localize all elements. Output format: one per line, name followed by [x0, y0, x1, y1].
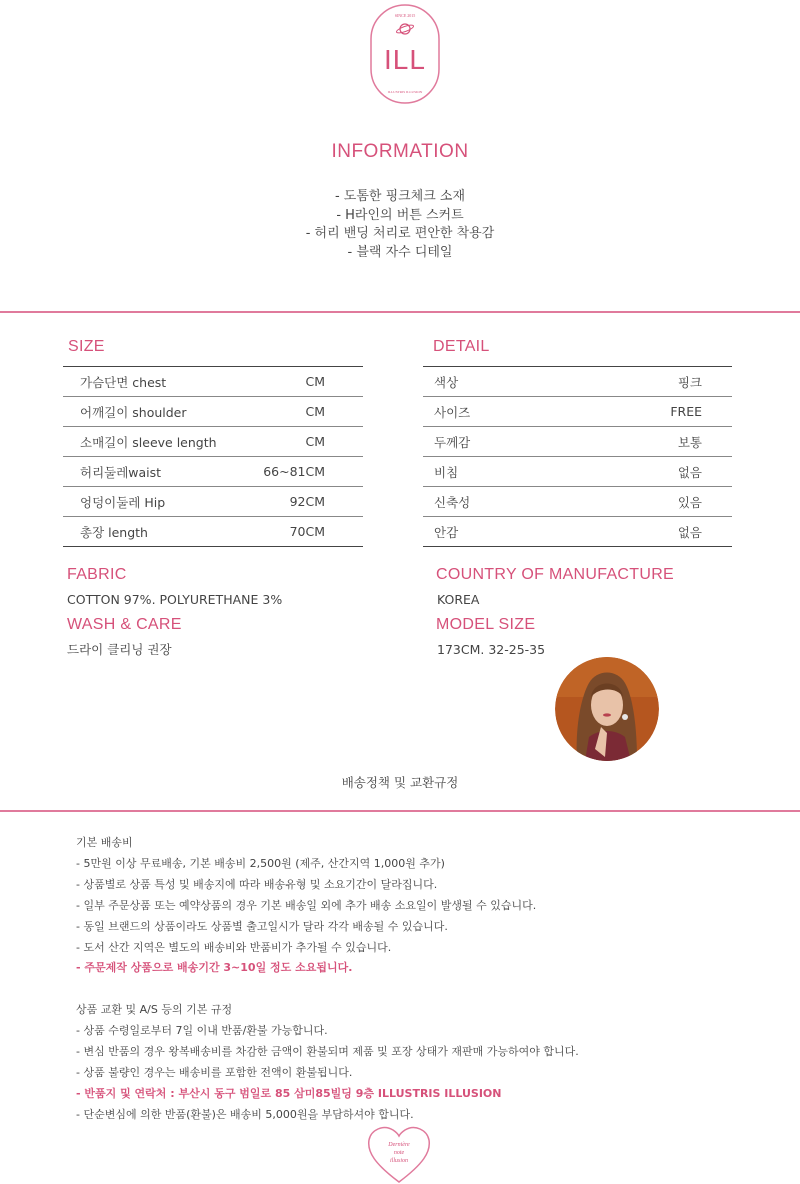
planet-icon	[396, 24, 415, 35]
size-row-chest	[63, 367, 363, 397]
detail-row-color	[423, 367, 732, 397]
exchange-line: - 상품 수령일로부터 7일 이내 반품/환불 가능합니다.	[76, 1024, 328, 1038]
detail-table	[423, 366, 732, 547]
detail-row-stretch	[423, 487, 732, 517]
shipping-line: - 동일 브랜드의 상품이라도 상품별 출고일시가 달라 각각 배송될 수 있습니다.	[76, 919, 448, 933]
model-photo	[555, 657, 659, 761]
size-row-waist	[63, 457, 363, 487]
detail-value: 없음	[677, 464, 702, 480]
detail-row-lining	[423, 517, 732, 547]
detail-label: 신축성	[434, 494, 471, 510]
exchange-heading: 상품 교환 및 A/S 등의 기본 규정	[76, 1003, 233, 1017]
heart-badge-icon	[365, 1124, 433, 1184]
wash-title: WASH & CARE	[67, 616, 182, 633]
information-line: - 블랙 자수 디테일	[347, 244, 453, 260]
size-value: 70CM	[289, 524, 325, 539]
model-title: MODEL SIZE	[436, 616, 536, 633]
shipping-highlight: - 주문제작 상품으로 배송기간 3~10일 정도 소요됩니다.	[76, 961, 353, 975]
logo-top-text: SINCE 2015	[394, 13, 416, 18]
shipping-heading: 기본 배송비	[76, 836, 133, 849]
detail-value: FREE	[670, 404, 702, 419]
country-text: KOREA	[437, 592, 480, 607]
shipping-line: - 5만원 이상 무료배송, 기본 배송비 2,500원 (제주, 산간지역 1,000원 추가)	[76, 856, 445, 870]
size-row-shoulder	[63, 397, 363, 427]
size-label: 가슴단면 chest	[80, 374, 167, 390]
size-value: 66~81CM	[263, 464, 325, 479]
country-title: COUNTRY OF MANUFACTURE	[436, 566, 675, 583]
size-value: 92CM	[289, 494, 325, 509]
detail-row-thickness	[423, 427, 732, 457]
heart-text: note	[393, 1150, 405, 1156]
information-title: INFORMATION	[331, 141, 469, 162]
logo-mark: ILL	[384, 44, 426, 75]
size-value: CM	[305, 434, 325, 449]
fabric-text: COTTON 97%. POLYURETHANE 3%	[67, 592, 283, 607]
policy-section	[76, 833, 756, 1126]
detail-label: 색상	[434, 374, 459, 390]
exchange-highlight: - 반품지 및 연락처 : 부산시 동구 범일로 85 삼미85빌딩 9층 ILLUSTRIS ILLUSION	[76, 1086, 502, 1100]
detail-row-size	[423, 397, 732, 427]
detail-title: DETAIL	[433, 338, 490, 355]
shipping-line: - 상품별로 상품 특성 및 배송지에 따라 배송유형 및 소요기간이 달라집니다.	[76, 877, 438, 891]
size-label: 허리둘레waist	[80, 464, 162, 480]
information-line: - 도톰한 핑크체크 소재	[334, 189, 466, 204]
size-label: 총장 length	[80, 524, 148, 540]
detail-label: 사이즈	[434, 404, 471, 420]
heart-text: illusion	[389, 1158, 409, 1164]
heart-text: Dernière	[388, 1142, 410, 1148]
detail-label: 비침	[434, 464, 459, 480]
logo-bottom-text: ILLUSTRIS ILLUSION	[387, 90, 423, 94]
size-label: 어깨길이 shoulder	[80, 404, 187, 420]
shipping-line: - 일부 주문상품 또는 예약상품의 경우 기본 배송일 외에 추가 배송 소요일이 발생될 수 있습니다.	[76, 898, 537, 912]
information-line: - H라인의 버튼 스커트	[336, 207, 464, 223]
policy-link[interactable]: 배송정책 및 교환규정	[341, 775, 459, 790]
size-row-length	[63, 517, 363, 547]
size-label: 소매길이 sleeve length	[80, 434, 217, 450]
wash-text: 드라이 클리닝 권장	[67, 642, 172, 657]
section-divider	[0, 311, 800, 313]
detail-value: 없음	[677, 524, 702, 540]
brand-logo	[369, 3, 441, 105]
size-row-hip	[63, 487, 363, 517]
size-title: SIZE	[68, 338, 105, 355]
detail-value: 핑크	[677, 374, 702, 390]
size-label: 엉덩이둘레 Hip	[80, 494, 166, 510]
size-table	[63, 366, 363, 547]
size-value: CM	[305, 374, 325, 389]
size-value: CM	[305, 404, 325, 419]
exchange-line: - 단순변심에 의한 반품(환불)은 배송비 5,000원을 부담하셔야 합니다.	[76, 1107, 414, 1121]
shipping-line: - 도서 산간 지역은 별도의 배송비와 반품비가 추가될 수 있습니다.	[76, 940, 392, 954]
section-divider	[0, 810, 800, 812]
detail-label: 두께감	[434, 434, 471, 450]
detail-row-sheerness	[423, 457, 732, 487]
information-line: - 허리 밴딩 처리로 편안한 착용감	[305, 226, 495, 241]
model-text: 173CM. 32-25-35	[437, 642, 546, 657]
information-list	[0, 188, 800, 262]
fabric-title: FABRIC	[67, 566, 127, 583]
detail-value: 있음	[677, 494, 702, 510]
detail-label: 안감	[434, 524, 459, 540]
size-row-sleeve	[63, 427, 363, 457]
exchange-line: - 변심 반품의 경우 왕복배송비를 차감한 금액이 환불되며 제품 및 포장 상태가 재판매 가능하여야 합니다.	[76, 1045, 579, 1059]
exchange-line: - 상품 불량인 경우는 배송비를 포함한 전액이 환불됩니다.	[76, 1065, 353, 1079]
spacer	[76, 979, 756, 1000]
detail-value: 보통	[677, 434, 702, 450]
